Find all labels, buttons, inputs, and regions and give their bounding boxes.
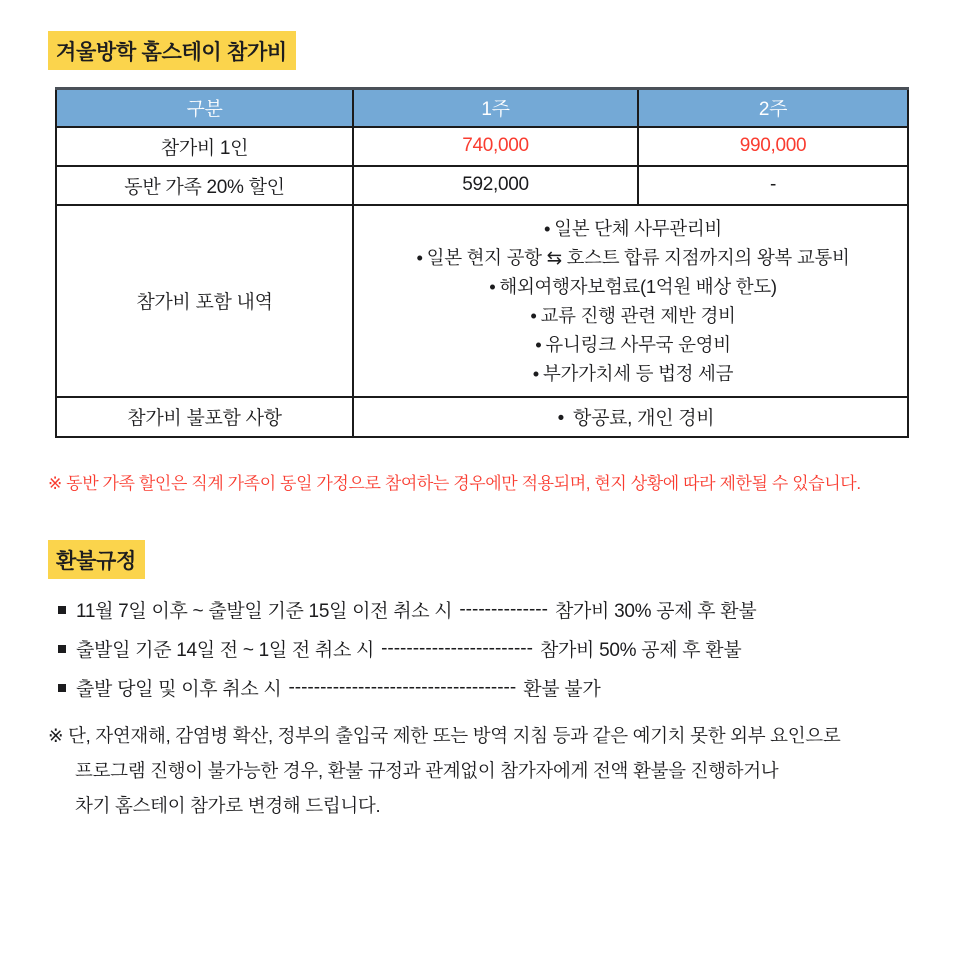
refund-rules-list xyxy=(58,596,756,713)
header-cell-week2: 2주 xyxy=(638,89,908,127)
bullet-icon: • xyxy=(530,304,537,326)
fee-table-header-row xyxy=(56,89,908,127)
refund-condition: 출발 당일 및 이후 취소 시 xyxy=(76,679,282,700)
price-week2: 990,000 xyxy=(638,127,908,166)
note-line: ※ 단, 자연재해, 감염병 확산, 정부의 출입국 제한 또는 방역 지침 등과 같은 예기치 못한 외부 요인으로 xyxy=(48,725,841,746)
bullet-icon: • xyxy=(543,217,551,239)
included-item-text: 교류 진행 관련 제반 경비 xyxy=(540,304,736,326)
list-item xyxy=(365,214,901,243)
row-label: 참가비 불포함 사항 xyxy=(56,397,353,437)
included-item-text: 일본 현지 공항 ⇆ 호스트 합류 지점까지의 왕복 교통비 xyxy=(426,246,850,268)
list-item xyxy=(365,243,901,272)
excluded-items-cell xyxy=(353,397,908,437)
excluded-item-text: 항공료, 개인 경비 xyxy=(573,408,715,429)
list-item xyxy=(365,330,901,359)
dash-leader: ------------------------ xyxy=(381,637,533,659)
included-item-text: 부가가치세 등 법정 세금 xyxy=(542,362,734,384)
refund-rule-line xyxy=(58,674,756,701)
square-bullet-icon xyxy=(58,645,66,653)
square-bullet-icon xyxy=(58,606,66,614)
table-row-excluded xyxy=(56,397,908,437)
refund-condition: 출발일 기준 14일 전 ~ 1일 전 취소 시 xyxy=(76,640,375,661)
refund-result: 환불 불가 xyxy=(523,679,601,700)
refund-condition: 11월 7일 이후 ~ 출발일 기준 15일 이전 취소 시 xyxy=(76,601,453,622)
dash-leader: -------------- xyxy=(459,598,548,620)
square-bullet-icon xyxy=(58,684,66,692)
row-label: 참가비 1인 xyxy=(56,127,353,166)
list-item xyxy=(365,272,901,301)
included-item-text: 일본 단체 사무관리비 xyxy=(554,217,722,239)
refund-rule-line xyxy=(58,635,756,662)
fee-table xyxy=(55,87,909,438)
included-items-list xyxy=(365,214,901,388)
row-label: 동반 가족 20% 할인 xyxy=(56,166,353,205)
refund-rule-line xyxy=(58,596,756,623)
included-items-cell xyxy=(353,205,908,397)
bullet-icon: • xyxy=(535,333,542,355)
table-row-included xyxy=(56,205,908,397)
included-item-text: 해외여행자보험료(1억원 배상 한도) xyxy=(499,275,777,297)
bullet-icon: • xyxy=(557,408,565,429)
list-item xyxy=(365,301,901,330)
bullet-icon: • xyxy=(416,246,423,268)
bullet-icon: • xyxy=(532,362,539,384)
discount-week2: - xyxy=(638,166,908,205)
note-line: 차기 홈스테이 참가로 변경해 드립니다. xyxy=(75,795,381,816)
dash-leader: ------------------------------------ xyxy=(288,676,517,698)
force-majeure-note xyxy=(48,718,840,823)
table-row-fee-per-person xyxy=(56,127,908,166)
bullet-icon: • xyxy=(489,275,496,297)
fee-section-title: 겨울방학 홈스테이 참가비 xyxy=(48,31,296,70)
row-label: 참가비 포함 내역 xyxy=(56,205,353,397)
price-week1: 740,000 xyxy=(353,127,638,166)
table-row-family-discount xyxy=(56,166,908,205)
header-cell-week1: 1주 xyxy=(353,89,638,127)
list-item xyxy=(365,359,901,388)
refund-section-title: 환불규정 xyxy=(48,540,145,579)
included-item-text: 유니링크 사무국 운영비 xyxy=(545,333,731,355)
refund-result: 참가비 50% 공제 후 환불 xyxy=(539,640,742,661)
header-cell-category: 구분 xyxy=(56,89,353,127)
note-line: 프로그램 진행이 불가능한 경우, 환불 규정과 관계없이 참가자에게 전액 환불을 진행하거나 xyxy=(75,760,779,781)
family-discount-note: ※ 동반 가족 할인은 직계 가족이 동일 가정으로 참여하는 경우에만 적용되며, 현지 상황에 따라 제한될 수 있습니다. xyxy=(48,474,861,493)
discount-week1: 592,000 xyxy=(353,166,638,205)
refund-result: 참가비 30% 공제 후 환불 xyxy=(554,601,757,622)
